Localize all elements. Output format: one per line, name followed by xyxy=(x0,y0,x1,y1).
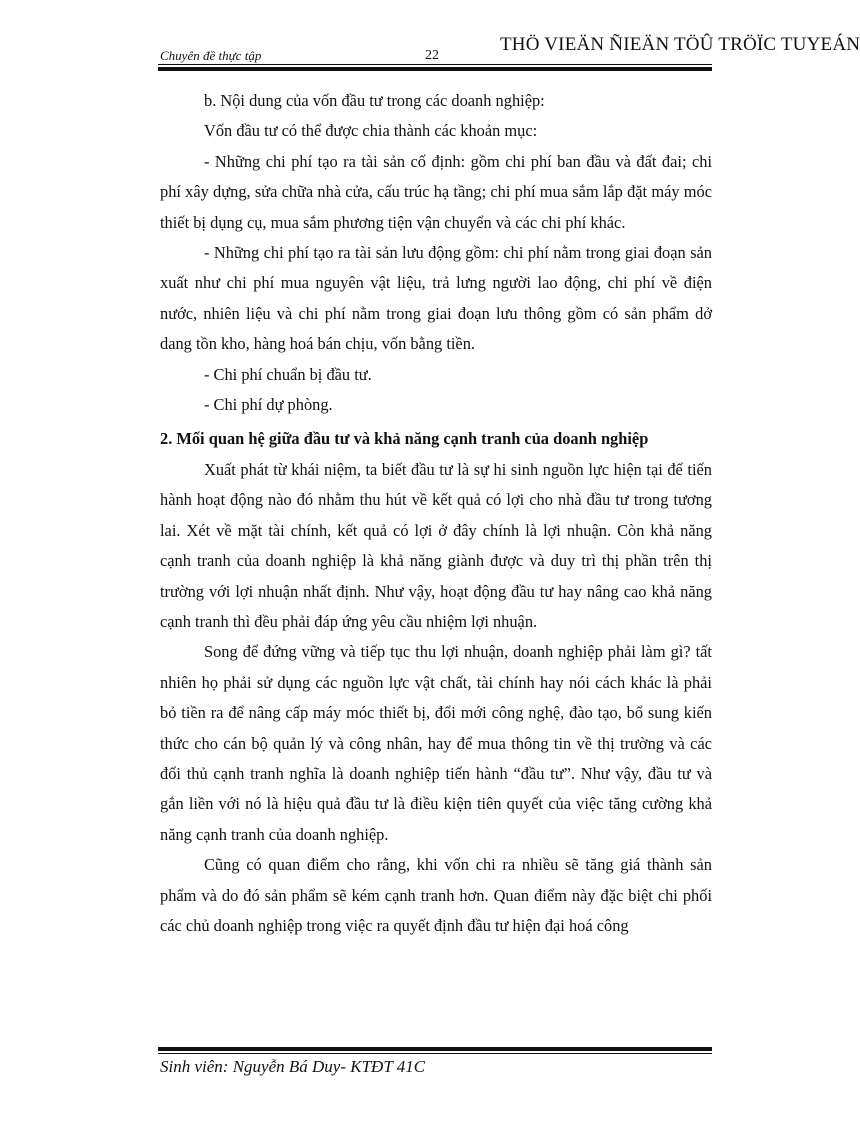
paragraph-relationship: Xuất phát từ khái niệm, ta biết đầu tư là sự hi sinh nguồn lực hiện tại để tiến hành hoạt động nào đó nhằm thu hút về kết quả có lợi cho nhà đầu tư trong tương lai. Xét về mặt tài chính, kết quả có lợi ở đây chính là lợi nhuận. Còn khả năng cạnh tranh của doanh nghiệp là khả năng giành được và duy trì thị phần trên thị trường với lợi nhuận nhất định. Như vậy, hoạt động đầu tư hay nâng cao khả năng cạnh tranh thì đều phải đáp ứng yêu cầu nhiệm lợi nhuận. xyxy=(160,459,712,631)
paragraph-preparation-cost: - Chi phí chuẩn bị đầu tư. xyxy=(204,364,372,384)
paragraph-how-to-profit: Song để đứng vững và tiếp tục thu lợi nhuận, doanh nghiệp phải làm gì? tất nhiên họ phải sử dụng các nguồn lực vật chất, tài chính hay nói cách khác là phải bỏ tiền ra để nâng cấp máy móc thiết bị, đổi mới công nghệ, đào tạo, bổ sung kiến thức cho cán bộ quản lý và công nhân, hay để mua thông tin về thị trường và các đối thủ cạnh tranh nghĩa là doanh nghiệp tiến hành “đầu tư”. Như vậy, đầu tư và gắn liền với nó là hiệu quả đầu tư là điều kiện tiên quyết của việc tăng cường khả năng cạnh tranh của doanh nghiệp. xyxy=(160,642,712,844)
header-rule-thick xyxy=(158,67,712,71)
footer-student-name: Sinh viên: Nguyễn Bá Duy- KTĐT 41C xyxy=(160,1057,426,1076)
footer-rule-thin xyxy=(158,1053,712,1054)
footer-rule-thick xyxy=(158,1047,712,1051)
header-watermark-text: THÖ VIEÄN ÑIEÄN TÖÛ TRÖÏC TUYEÁN xyxy=(500,34,860,55)
page-number: 22 xyxy=(425,48,439,63)
document-body xyxy=(160,86,712,941)
section-heading: 2. Mối quan hệ giữa đầu tư và khả năng cạnh tranh của doanh nghiệp xyxy=(160,429,649,449)
paragraph-counter-view: Cũng có quan điểm cho rằng, khi vốn chi ra nhiều sẽ tăng giá thành sản phẩm và do đó sản phẩm sẽ kém cạnh tranh hơn. Quan điểm này đặc biệt chi phối các chủ doanh nghiệp trong việc ra quyết định đầu tư hiện đại hoá công xyxy=(160,855,712,935)
paragraph-fixed-assets: - Những chi phí tạo ra tài sản cố định: gồm chi phí ban đầu và đất đai; chi phí xây dựng, sửa chữa nhà cửa, cấu trúc hạ tầng; chi phí mua sắm lắp đặt máy móc thiết bị dụng cụ, mua sắm phương tiện vận chuyển và các chi phí khác. xyxy=(160,151,712,232)
paragraph-section-b-title: b. Nội dung của vốn đầu tư trong các doanh nghiệp: xyxy=(204,91,545,110)
paragraph-current-assets: - Những chi phí tạo ra tài sản lưu động gồm: chi phí nằm trong giai đoạn sản xuất như chi phí mua nguyên vật liệu, trả lưng người lao động, chi phí về điện nước, nhiên liệu và chi phí nằm trong giai đoạn lưu thông gồm có sản phẩm dở dang tồn kho, hàng hoá bán chịu, vốn bằng tiền. xyxy=(160,243,712,354)
header-rule-thin xyxy=(158,64,712,65)
paragraph-contingency-cost: - Chi phí dự phòng. xyxy=(204,395,333,415)
paragraph-intro: Vốn đầu tư có thể được chia thành các khoản mục: xyxy=(204,121,538,141)
header-doc-title: Chuyên đề thực tập xyxy=(160,48,262,63)
